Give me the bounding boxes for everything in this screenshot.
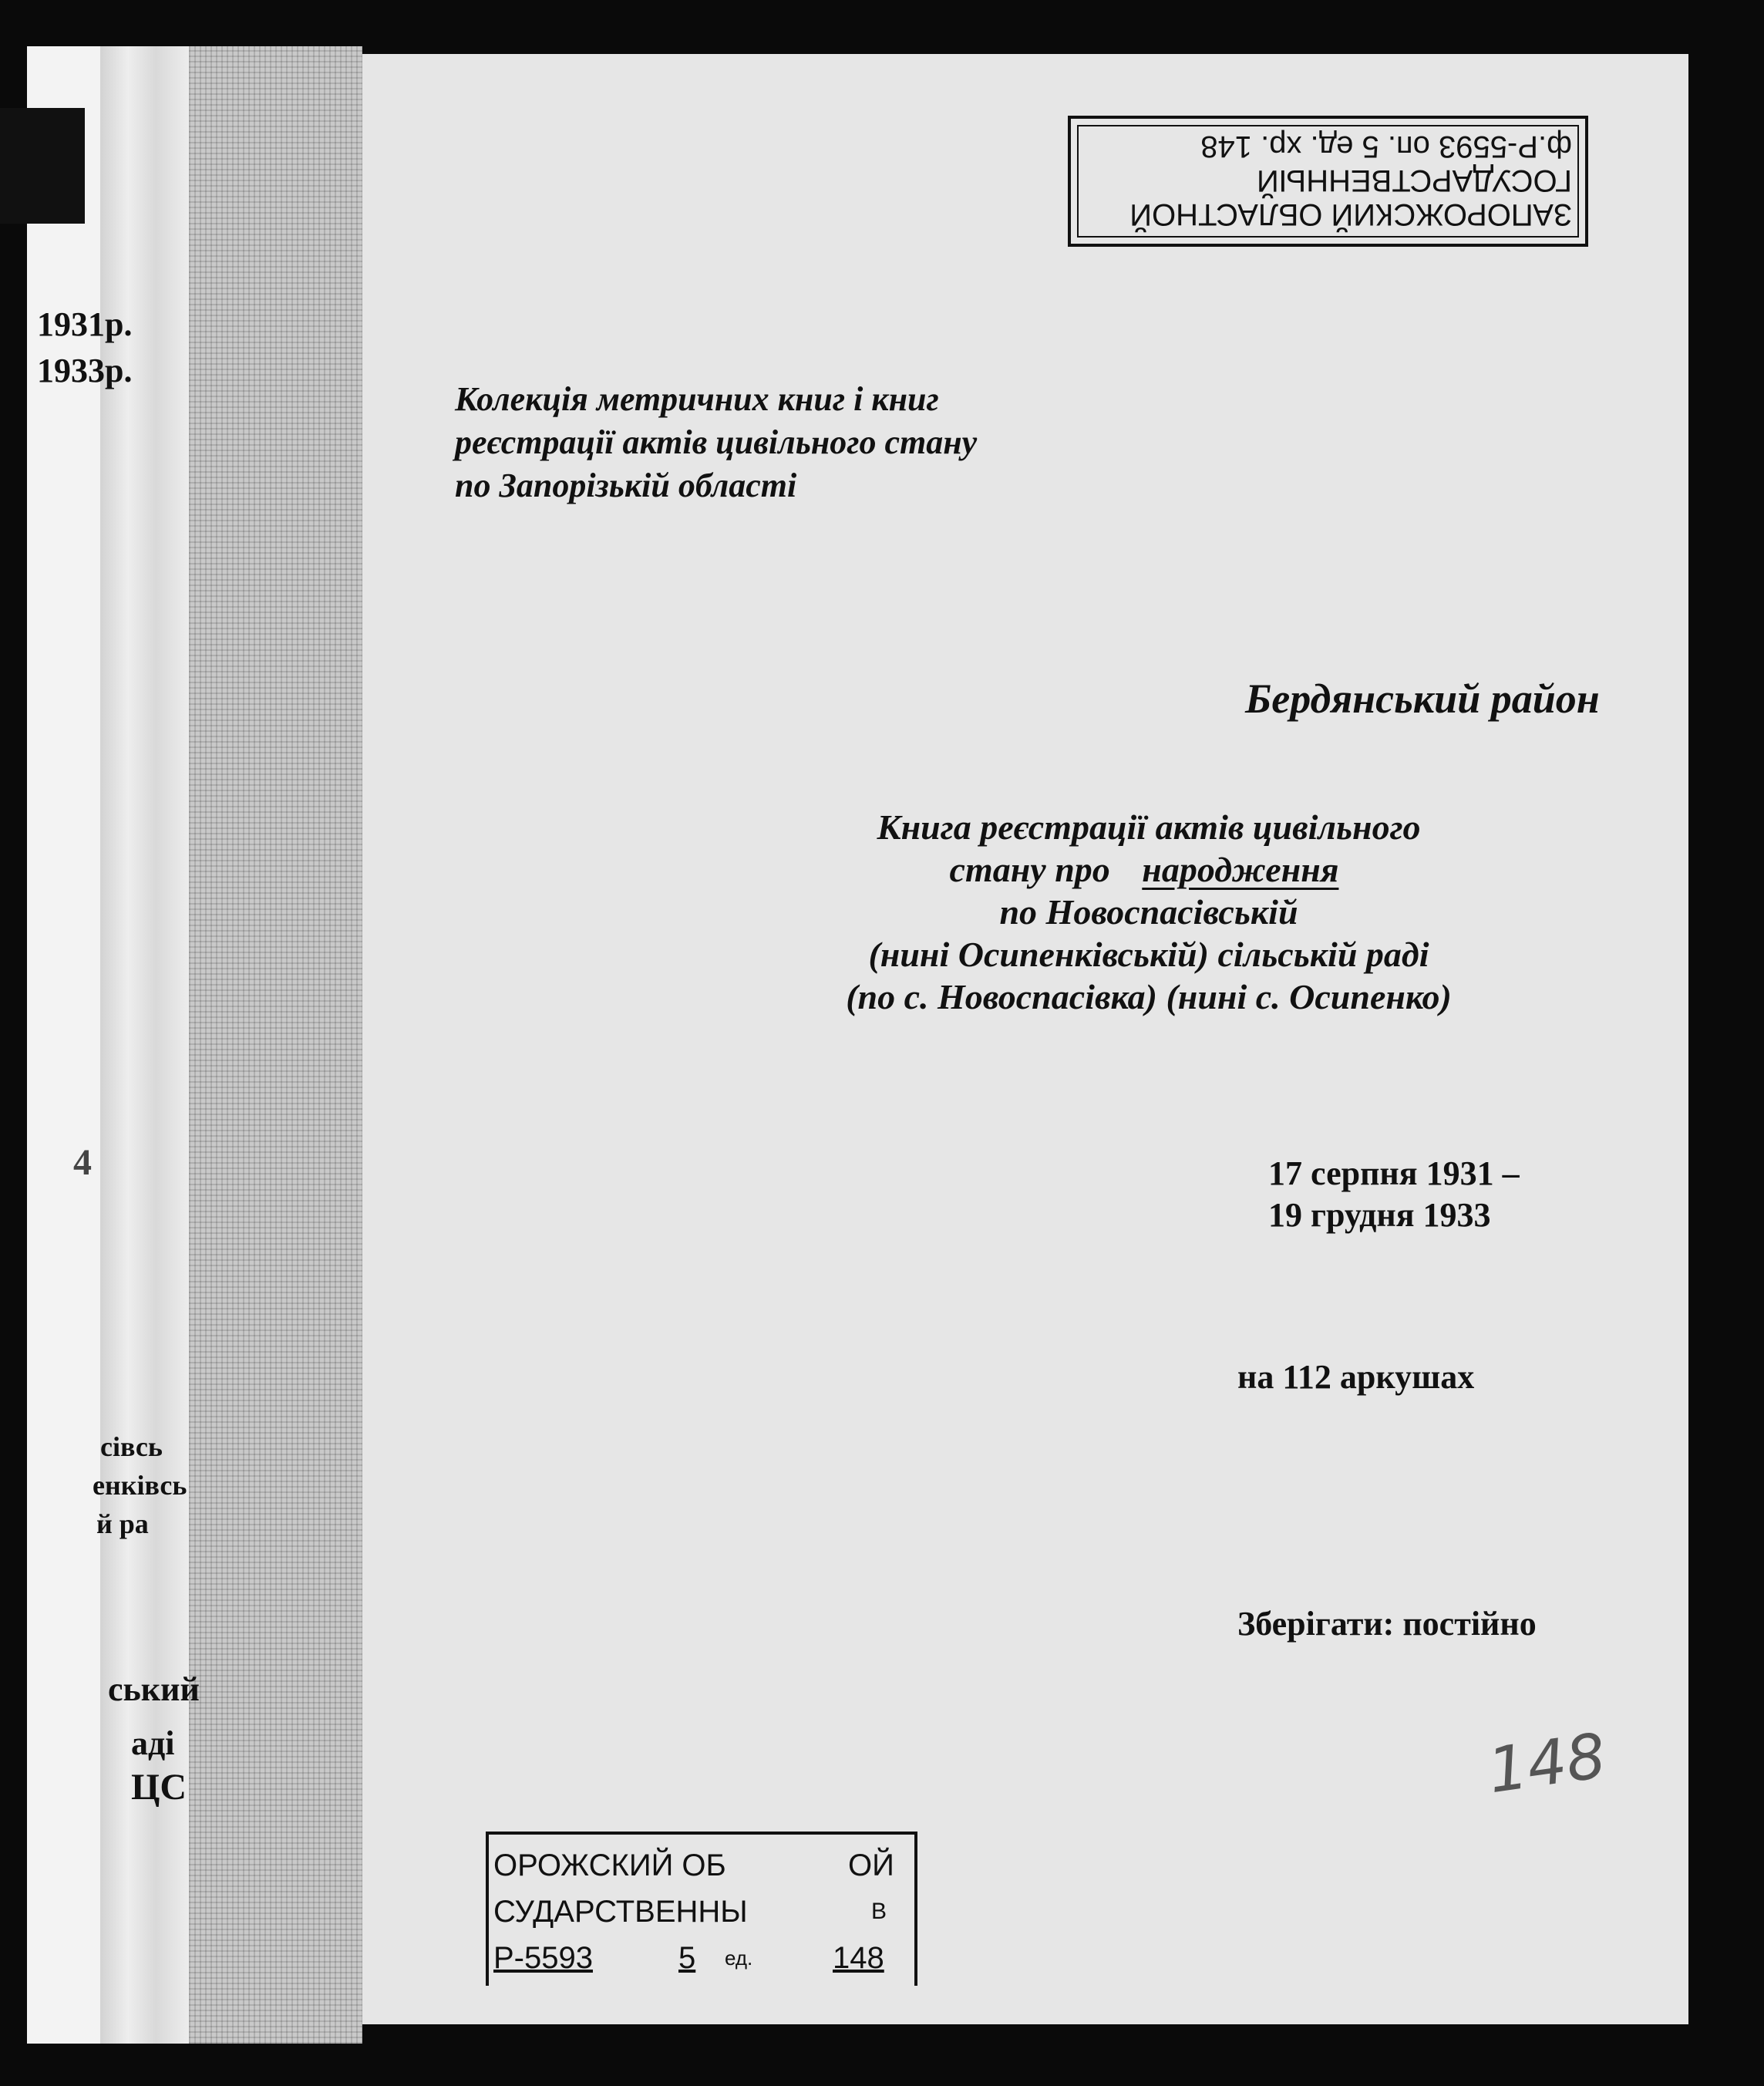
stamp-bottom-unit-label: ед. — [725, 1946, 753, 1970]
stamp-top-line-3: ф.Р-5593 оп. 5 ед. хр. 148 — [1200, 130, 1572, 163]
stamp-bottom-fund: Р-5593 — [493, 1941, 593, 1975]
stamp-bottom-line-1 — [493, 1842, 910, 1889]
stamp-bottom-line-2 — [493, 1889, 910, 1935]
binding-cloth — [189, 46, 362, 2044]
stamp-bottom-unit-number: 148 — [833, 1941, 884, 1975]
date-range — [1268, 1153, 1520, 1236]
spine-year-start: 1931р. — [37, 305, 133, 343]
stamp-bottom-line-2-end: В — [871, 1899, 887, 1924]
archive-stamp-top — [1068, 116, 1588, 247]
spine-bottom-3: ЦС — [131, 1767, 187, 1808]
spine-bottom-2: аді — [131, 1724, 175, 1762]
archive-stamp-bottom — [486, 1832, 917, 1986]
book-record-type: народження — [1142, 850, 1339, 889]
spine-number: 4 — [73, 1142, 92, 1183]
book-title-line-2 — [771, 848, 1527, 891]
handwritten-number: 148 — [1483, 1719, 1611, 1808]
sheet-count: на 112 аркушах — [1237, 1358, 1475, 1396]
book-title-line-3: по Новоспасівській — [999, 892, 1298, 932]
spine-text-2: енківсь — [93, 1470, 187, 1501]
date-end: 19 грудня 1933 — [1268, 1196, 1491, 1234]
collection-line-2: реєстрації актів цивільного стану — [455, 423, 978, 461]
book-title-prefix: стану про — [949, 850, 1110, 889]
collection-header — [455, 378, 977, 507]
stamp-bottom-line-1-end: ОЙ — [848, 1848, 894, 1882]
book-title — [771, 806, 1527, 1018]
date-start: 17 серпня 1931 – — [1268, 1154, 1520, 1192]
collection-line-3: по Запорізькій області — [455, 467, 797, 504]
book-title-line-5: (по с. Новоспасівка) (нині с. Осипенко) — [846, 977, 1452, 1016]
cover-sheet — [362, 54, 1688, 2024]
stamp-bottom-line-3 — [493, 1935, 910, 1981]
spine-year-end: 1933р. — [37, 352, 133, 389]
spine-bottom-1: ський — [108, 1670, 200, 1708]
district-title: Бердянський район — [1245, 676, 1600, 722]
book-title-line-1: Книга реєстрації актів цивільного — [877, 807, 1421, 847]
spine-dark-mark — [0, 108, 85, 224]
retention-period: Зберігати: постійно — [1237, 1605, 1537, 1643]
stamp-bottom-line-1-start: ОРОЖСКИЙ ОБ — [493, 1848, 726, 1882]
stamp-top-line-2: ГОСУДАРСТВЕННЫЙ — [1257, 163, 1572, 197]
stamp-bottom-inventory: 5 — [678, 1941, 696, 1975]
spine-text-1: сівсь — [100, 1431, 163, 1462]
book-title-line-4: (нині Осипенківській) сільській раді — [868, 935, 1429, 974]
spine-text-3: й ра — [96, 1508, 149, 1539]
collection-line-1: Колекція метричних книг і книг — [455, 380, 939, 418]
stamp-top-line-1: ЗАПОРОЖСКИЙ ОБЛАСТНОЙ — [1129, 197, 1572, 231]
stamp-bottom-line-2-start: СУДАРСТВЕННЫ — [493, 1895, 748, 1929]
